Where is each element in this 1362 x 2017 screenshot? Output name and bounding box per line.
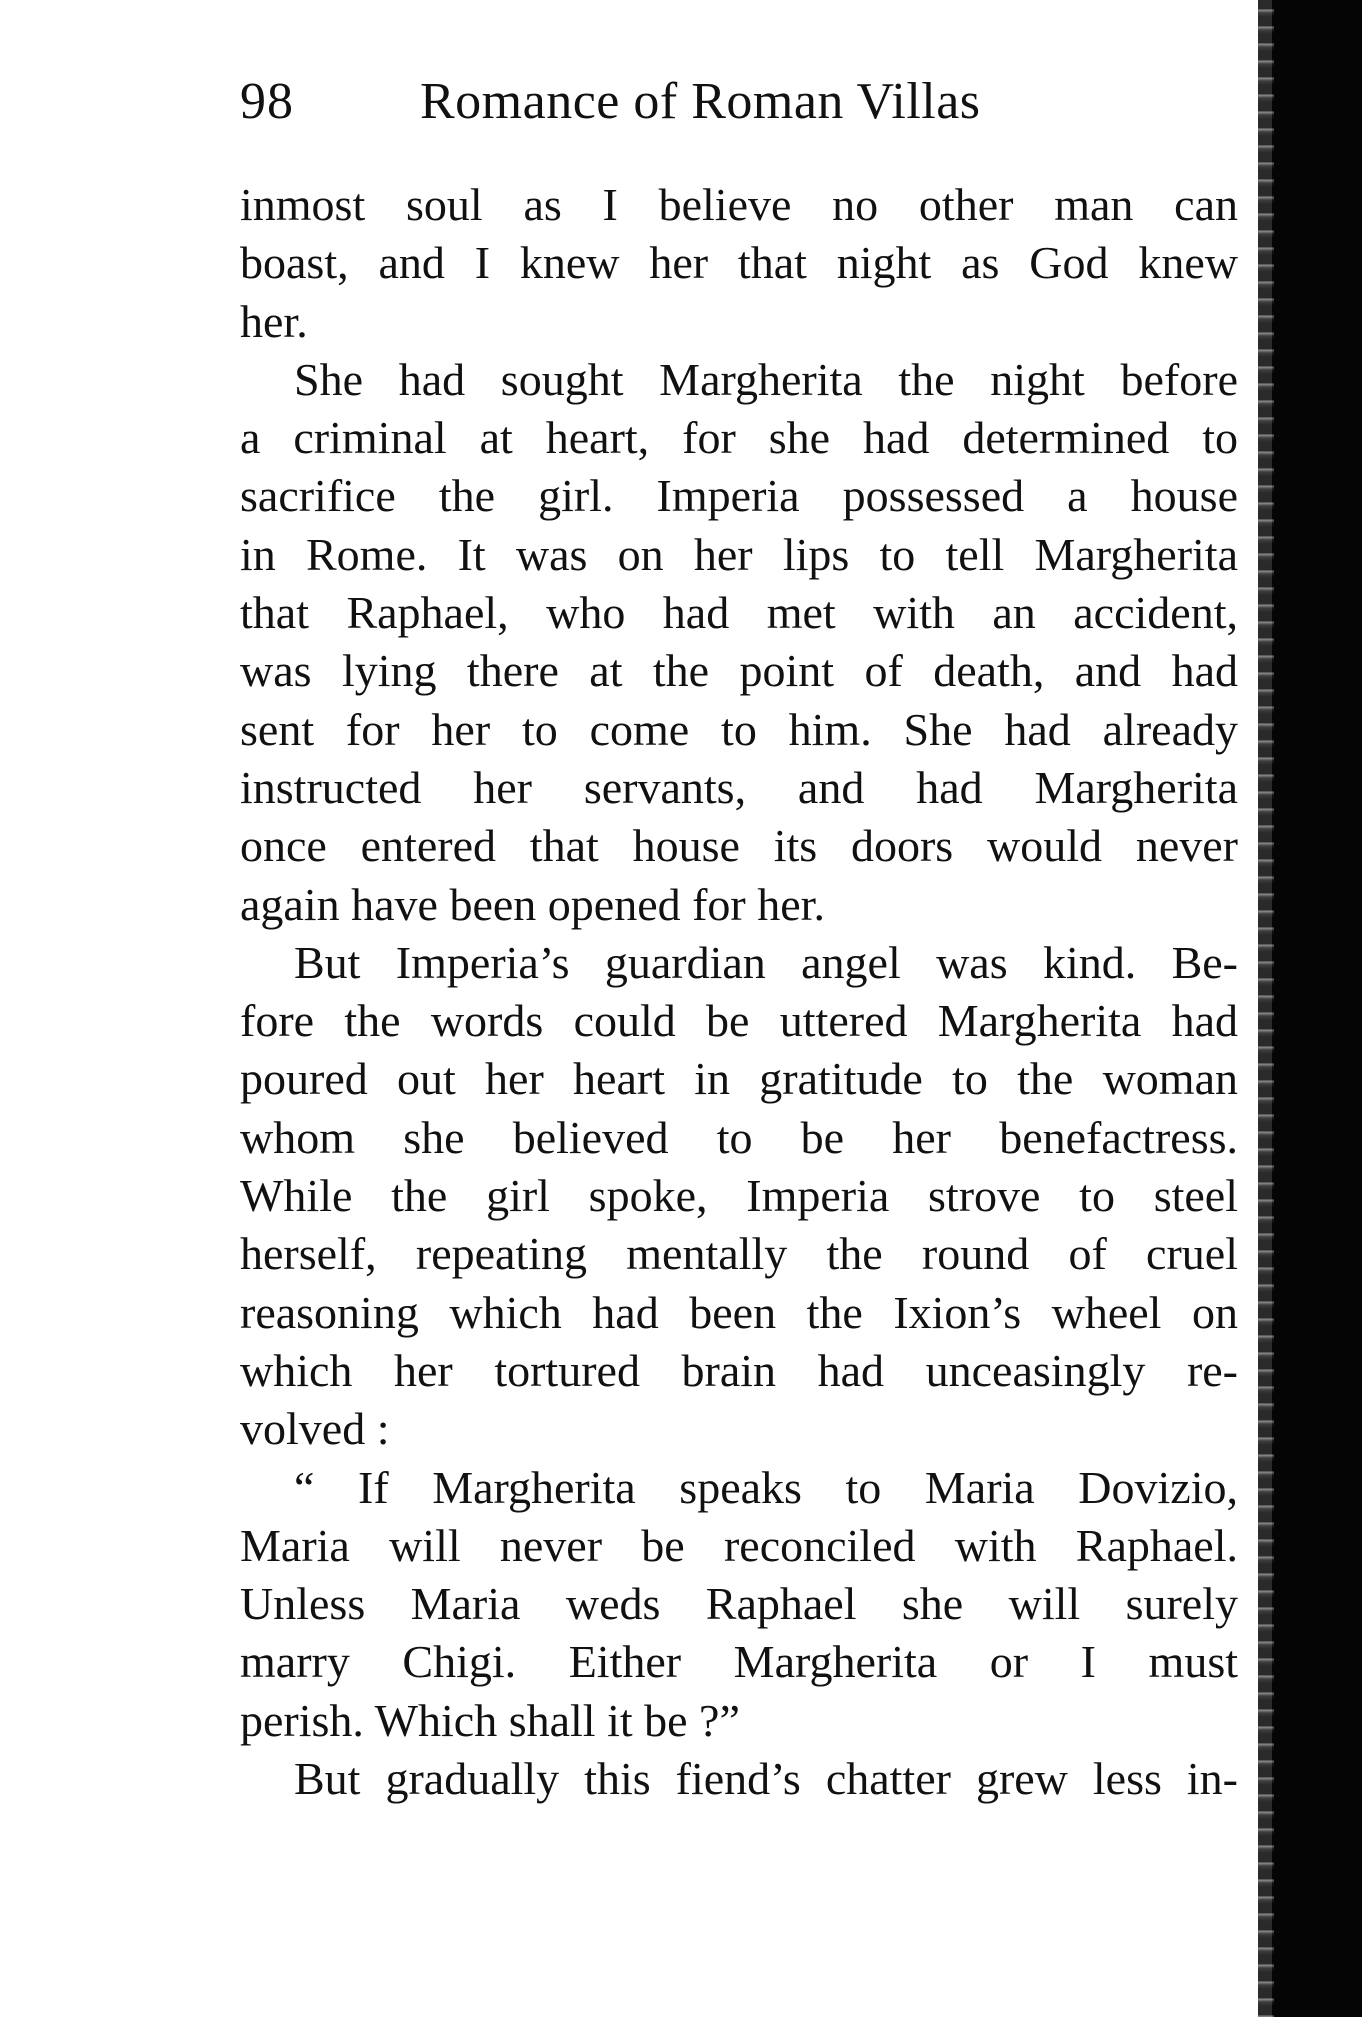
paragraph-start-line: But gradually this fiend’s chatter grew less in- (294, 1753, 1238, 1805)
page-number: 98 (240, 73, 294, 130)
running-title: Romance of Roman Villas (420, 73, 981, 130)
text-line: perish. Which shall it be ?” (240, 1694, 740, 1746)
text-line: marry Chigi. Either Margherita or I must (240, 1636, 1238, 1688)
paragraph-start-line: She had sought Margherita the night before (294, 353, 1238, 405)
text-line: inmost soul as I believe no other man can (240, 179, 1238, 230)
text-line: Maria will never be reconciled with Raphael. (240, 1519, 1238, 1571)
text-line: was lying there at the point of death, and had (240, 645, 1238, 697)
text-line: Unless Maria weds Raphael she will surely (240, 1578, 1238, 1630)
paragraph-start-line: But Imperia’s guardian angel was kind. Be- (294, 936, 1238, 988)
text-line: herself, repeating mentally the round of cruel (240, 1228, 1238, 1280)
text-line: that Raphael, who had met with an accident, (240, 587, 1238, 639)
text-line: again have been opened for her. (240, 878, 825, 930)
text-line: once entered that house its doors would never (240, 820, 1238, 872)
text-line: sacrifice the girl. Imperia possessed a house (240, 470, 1238, 522)
text-line: poured out her heart in gratitude to the woman (240, 1053, 1238, 1105)
text-line: volved : (240, 1403, 390, 1455)
page-header (240, 62, 1240, 142)
body-text (240, 176, 1238, 1808)
text-line: While the girl spoke, Imperia strove to steel (240, 1170, 1238, 1222)
text-line: which her tortured brain had unceasingly re- (240, 1344, 1238, 1396)
text-line: instructed her servants, and had Margherita (240, 761, 1238, 813)
text-line: a criminal at heart, for she had determined to (240, 412, 1238, 464)
scanned-binding-edge (1272, 0, 1362, 2017)
paragraph-start-line: “ If Margherita speaks to Maria Dovizio, (294, 1461, 1238, 1513)
text-line: sent for her to come to him. She had already (240, 703, 1238, 755)
text-line: whom she believed to be her benefactress. (240, 1111, 1238, 1163)
text-line: reasoning which had been the Ixion’s wheel on (240, 1286, 1238, 1338)
text-line: boast, and I knew her that night as God knew (240, 237, 1238, 289)
text-line: fore the words could be uttered Margherita had (240, 995, 1238, 1047)
text-line: in Rome. It was on her lips to tell Margherita (240, 528, 1238, 580)
text-line: her. (240, 295, 308, 347)
